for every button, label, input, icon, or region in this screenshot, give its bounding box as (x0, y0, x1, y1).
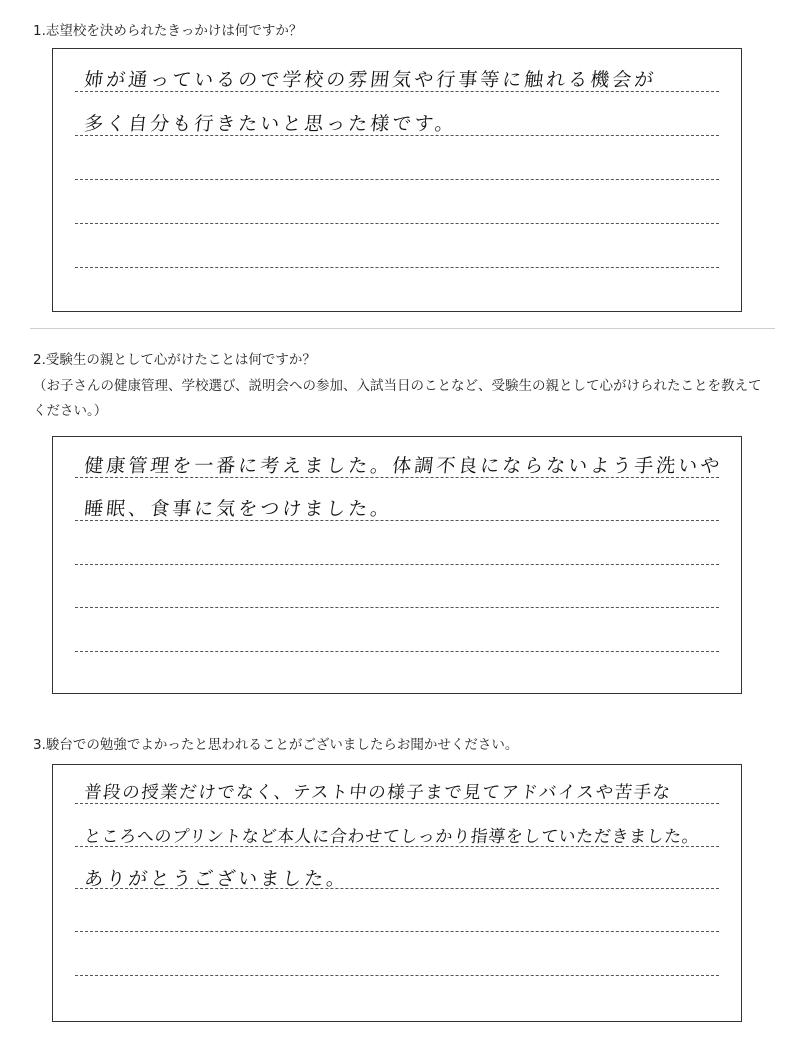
question-3-title: 3.駿台での勉強でよかったと思われることがございましたらお聞かせください。 (33, 737, 519, 753)
ruled-line (75, 179, 719, 180)
question-2-title: 2.受験生の親として心がけたことは何ですか？ (33, 352, 316, 368)
ruled-line (75, 975, 719, 976)
answer-2-line-1: 健康管理を一番に考えました。体調不良にならないよう手洗いや (83, 455, 724, 477)
answer-box-1 (52, 48, 742, 312)
answer-1-line-2: 多く自分も行きたいと思った様です。 (83, 113, 458, 135)
ruled-line (75, 651, 719, 652)
ruled-line (75, 931, 719, 932)
answer-3-line-1: 普段の授業だけでなく、テスト中の様子まで見てアドバイスや苦手な (83, 783, 673, 803)
ruled-line (75, 607, 719, 608)
answer-3-line-2: ところへのプリントなど本人に合わせてしっかり指導をしていただきました。 (83, 827, 701, 847)
ruled-line (75, 135, 719, 136)
ruled-line (75, 477, 719, 478)
ruled-line (75, 846, 719, 847)
ruled-line (75, 267, 719, 268)
ruled-line (75, 888, 719, 889)
answer-1-line-1: 姉が通っているので学校の雰囲気や行事等に触れる機会が (83, 69, 658, 91)
ruled-line (75, 520, 719, 521)
answer-box-2 (52, 436, 742, 694)
ruled-line (75, 803, 719, 804)
answer-box-3 (52, 764, 742, 1022)
ruled-line (75, 223, 719, 224)
answer-2-line-2: 睡眠、食事に気をつけました。 (83, 498, 394, 520)
ruled-line (75, 91, 719, 92)
answer-3-line-3: ありがとうございました。 (83, 868, 350, 890)
question-1-title: 1.志望校を決められたきっかけは何ですか？ (33, 23, 303, 39)
ruled-line (75, 564, 719, 565)
question-2-note: （お子さんの健康管理、学校選び、説明会への参加、入試当日のことなど、受験生の親として心がけられたことを教えてください。） (33, 378, 762, 419)
section-divider (30, 328, 775, 329)
